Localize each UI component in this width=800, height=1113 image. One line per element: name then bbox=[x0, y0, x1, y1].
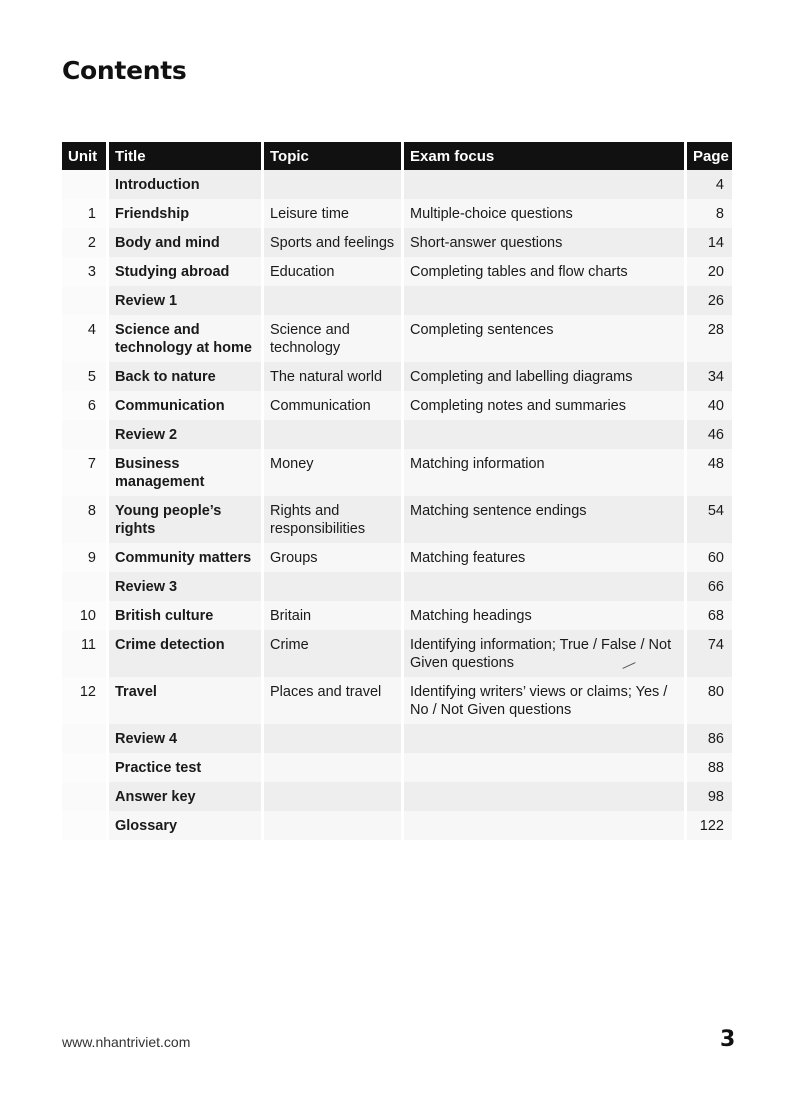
unit-topic: Sports and feelings bbox=[261, 228, 401, 257]
page-number: 54 bbox=[684, 496, 732, 543]
unit-title: Friendship bbox=[106, 199, 261, 228]
unit-topic: Communication bbox=[261, 391, 401, 420]
unit-title: Back to nature bbox=[106, 362, 261, 391]
unit-exam-focus: Matching information bbox=[401, 449, 684, 496]
page-number: 68 bbox=[684, 601, 732, 630]
unit-topic bbox=[261, 420, 401, 449]
unit-number bbox=[62, 753, 106, 782]
unit-topic: Money bbox=[261, 449, 401, 496]
page-number: 122 bbox=[684, 811, 732, 840]
page-number: 88 bbox=[684, 753, 732, 782]
unit-topic bbox=[261, 572, 401, 601]
unit-title: British culture bbox=[106, 601, 261, 630]
table-row bbox=[62, 572, 732, 601]
unit-exam-focus bbox=[401, 286, 684, 315]
table-row bbox=[62, 315, 732, 362]
unit-number: 2 bbox=[62, 228, 106, 257]
unit-number: 7 bbox=[62, 449, 106, 496]
page-number: 66 bbox=[684, 572, 732, 601]
page-number: 48 bbox=[684, 449, 732, 496]
table-row bbox=[62, 362, 732, 391]
unit-topic: Leisure time bbox=[261, 199, 401, 228]
unit-title: Body and mind bbox=[106, 228, 261, 257]
unit-exam-focus bbox=[401, 170, 684, 199]
table-header-row bbox=[62, 142, 732, 170]
table-row bbox=[62, 257, 732, 286]
unit-exam-focus: Matching headings bbox=[401, 601, 684, 630]
unit-number: 4 bbox=[62, 315, 106, 362]
table-row bbox=[62, 420, 732, 449]
header-title: Title bbox=[106, 142, 261, 170]
unit-topic bbox=[261, 753, 401, 782]
unit-topic: Education bbox=[261, 257, 401, 286]
unit-title: Community matters bbox=[106, 543, 261, 572]
page-number: 80 bbox=[684, 677, 732, 724]
unit-topic bbox=[261, 782, 401, 811]
footer-url: www.nhantriviet.com bbox=[62, 1034, 191, 1050]
table-row bbox=[62, 782, 732, 811]
unit-topic: Crime bbox=[261, 630, 401, 677]
header-unit: Unit bbox=[62, 142, 106, 170]
unit-number: 11 bbox=[62, 630, 106, 677]
unit-number: 9 bbox=[62, 543, 106, 572]
unit-number: 6 bbox=[62, 391, 106, 420]
page-number: 14 bbox=[684, 228, 732, 257]
unit-topic: Places and travel bbox=[261, 677, 401, 724]
page-number: 20 bbox=[684, 257, 732, 286]
unit-exam-focus: Completing and labelling diagrams bbox=[401, 362, 684, 391]
unit-topic bbox=[261, 811, 401, 840]
page-number: 8 bbox=[684, 199, 732, 228]
unit-title: Practice test bbox=[106, 753, 261, 782]
unit-number: 1 bbox=[62, 199, 106, 228]
unit-exam-focus: Multiple-choice questions bbox=[401, 199, 684, 228]
unit-title: Review 1 bbox=[106, 286, 261, 315]
unit-exam-focus: Identifying information; True / False / Not Given questions bbox=[401, 630, 684, 677]
unit-exam-focus: Identifying writers’ views or claims; Yes / No / Not Given questions bbox=[401, 677, 684, 724]
unit-exam-focus bbox=[401, 572, 684, 601]
unit-topic: Groups bbox=[261, 543, 401, 572]
page-number: 28 bbox=[684, 315, 732, 362]
table-row bbox=[62, 601, 732, 630]
unit-topic bbox=[261, 170, 401, 199]
table-row bbox=[62, 753, 732, 782]
table-row bbox=[62, 391, 732, 420]
unit-number: 10 bbox=[62, 601, 106, 630]
table-row bbox=[62, 286, 732, 315]
unit-exam-focus: Completing notes and summaries bbox=[401, 391, 684, 420]
footer-page-number: 3 bbox=[720, 1027, 736, 1052]
unit-topic: The natural world bbox=[261, 362, 401, 391]
unit-number: 3 bbox=[62, 257, 106, 286]
unit-title: Answer key bbox=[106, 782, 261, 811]
unit-number: 5 bbox=[62, 362, 106, 391]
unit-number bbox=[62, 420, 106, 449]
unit-title: Science and technology at home bbox=[106, 315, 261, 362]
unit-title: Crime detection bbox=[106, 630, 261, 677]
unit-exam-focus: Completing tables and flow charts bbox=[401, 257, 684, 286]
unit-number: 8 bbox=[62, 496, 106, 543]
unit-title: Glossary bbox=[106, 811, 261, 840]
page-number: 34 bbox=[684, 362, 732, 391]
unit-number bbox=[62, 286, 106, 315]
page-number: 40 bbox=[684, 391, 732, 420]
unit-title: Young people’s rights bbox=[106, 496, 261, 543]
unit-number bbox=[62, 724, 106, 753]
table-row bbox=[62, 170, 732, 199]
unit-topic bbox=[261, 724, 401, 753]
unit-exam-focus: Short-answer questions bbox=[401, 228, 684, 257]
unit-exam-focus bbox=[401, 811, 684, 840]
header-topic: Topic bbox=[261, 142, 401, 170]
table-row bbox=[62, 543, 732, 572]
contents-table bbox=[62, 142, 732, 840]
unit-number: 12 bbox=[62, 677, 106, 724]
unit-exam-focus bbox=[401, 420, 684, 449]
page-number: 86 bbox=[684, 724, 732, 753]
page-number: 74 bbox=[684, 630, 732, 677]
page-number: 4 bbox=[684, 170, 732, 199]
page-number: 60 bbox=[684, 543, 732, 572]
table-row bbox=[62, 228, 732, 257]
table-row bbox=[62, 811, 732, 840]
unit-topic: Rights and responsibilities bbox=[261, 496, 401, 543]
unit-number bbox=[62, 782, 106, 811]
unit-number bbox=[62, 811, 106, 840]
unit-exam-focus: Matching sentence endings bbox=[401, 496, 684, 543]
unit-exam-focus: Completing sentences bbox=[401, 315, 684, 362]
unit-exam-focus bbox=[401, 724, 684, 753]
table-row bbox=[62, 630, 732, 677]
unit-number bbox=[62, 170, 106, 199]
unit-exam-focus: Matching features bbox=[401, 543, 684, 572]
header-exam-focus: Exam focus bbox=[401, 142, 684, 170]
unit-topic bbox=[261, 286, 401, 315]
unit-title: Review 4 bbox=[106, 724, 261, 753]
table-row bbox=[62, 677, 732, 724]
unit-title: Review 3 bbox=[106, 572, 261, 601]
unit-exam-focus bbox=[401, 753, 684, 782]
table-row bbox=[62, 449, 732, 496]
table-row bbox=[62, 199, 732, 228]
page-number: 26 bbox=[684, 286, 732, 315]
unit-topic: Britain bbox=[261, 601, 401, 630]
unit-title: Travel bbox=[106, 677, 261, 724]
unit-title: Introduction bbox=[106, 170, 261, 199]
table-row bbox=[62, 724, 732, 753]
page-number: 98 bbox=[684, 782, 732, 811]
page-title: Contents bbox=[62, 56, 187, 85]
unit-title: Studying abroad bbox=[106, 257, 261, 286]
unit-title: Communication bbox=[106, 391, 261, 420]
unit-number bbox=[62, 572, 106, 601]
unit-topic: Science and technology bbox=[261, 315, 401, 362]
unit-title: Review 2 bbox=[106, 420, 261, 449]
header-page: Page bbox=[684, 142, 732, 170]
unit-title: Business management bbox=[106, 449, 261, 496]
table-row bbox=[62, 496, 732, 543]
page-number: 46 bbox=[684, 420, 732, 449]
unit-exam-focus bbox=[401, 782, 684, 811]
